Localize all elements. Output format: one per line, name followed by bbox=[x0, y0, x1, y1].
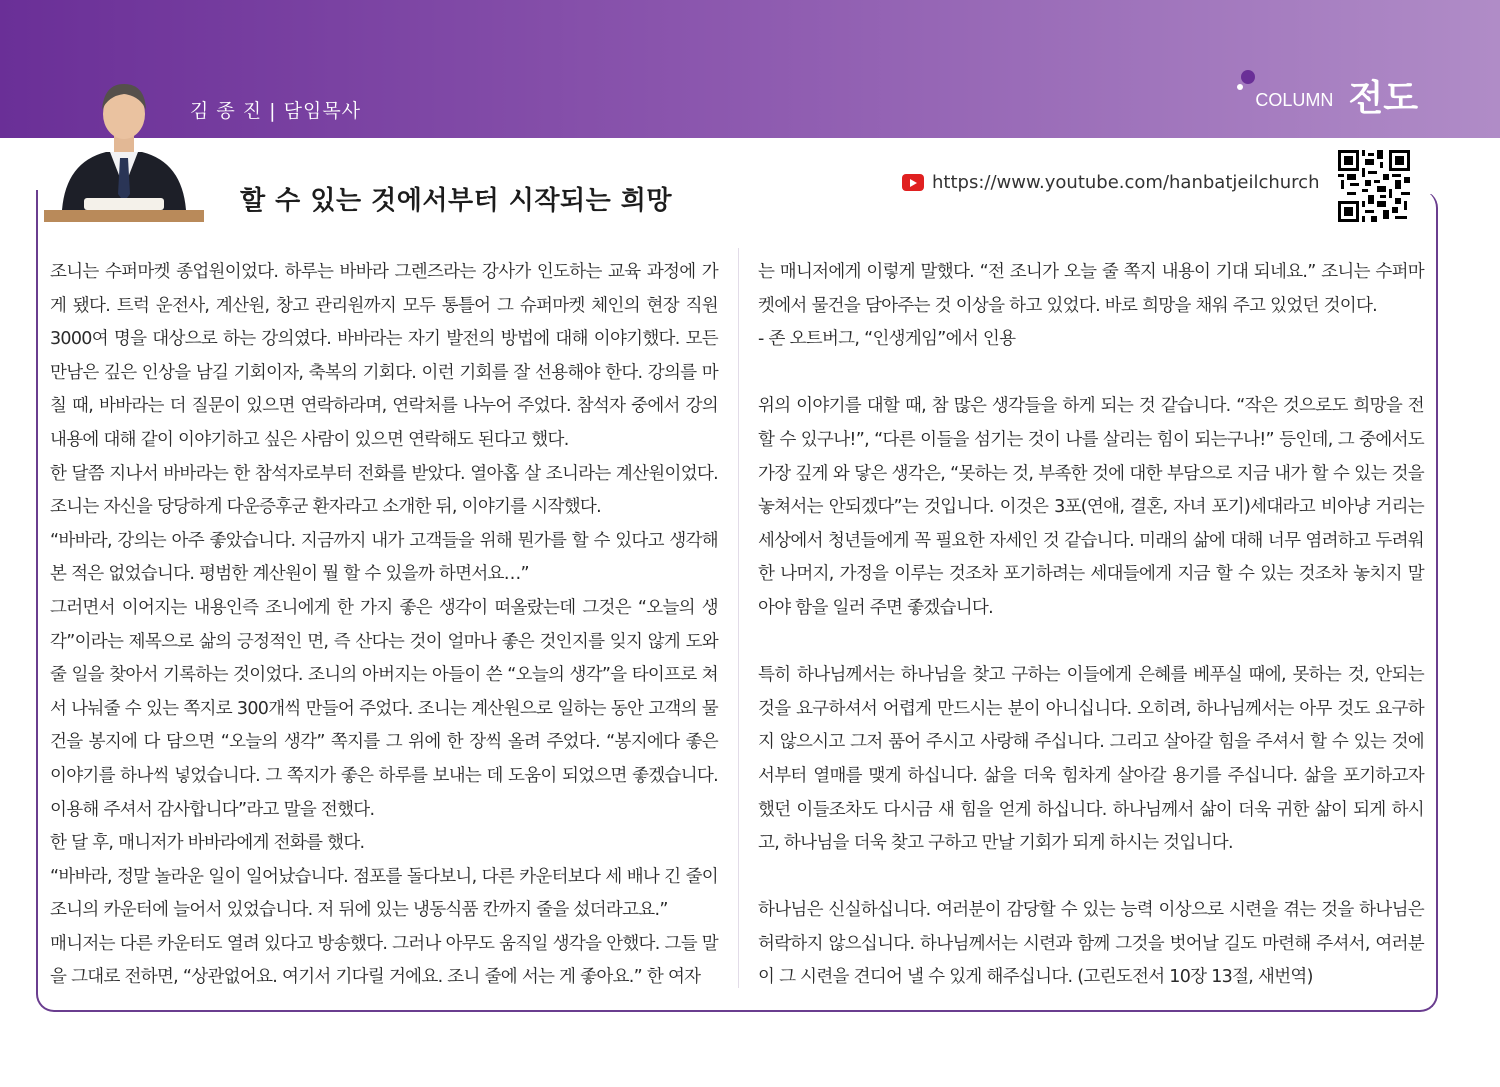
paragraph-gap bbox=[758, 626, 1424, 660]
youtube-url[interactable]: https://www.youtube.com/hanbatjeilchurch bbox=[932, 172, 1320, 193]
column-tag bbox=[1255, 70, 1418, 121]
paragraph: “바바라, 정말 놀라운 일이 일어났습니다. 점포를 돌다보니, 다른 카운터보다 세 배나 긴 줄이 조니의 카운터에 늘어서 있었습니다. 저 뒤에 있는 냉동식품 칸까지 줄을 섰더라고요.” bbox=[50, 866, 718, 921]
paragraph: 특히 하나님께서는 하나님을 찾고 구하는 이들에게 은혜를 베푸실 때에, 못하는 것, 안되는 것을 요구하셔서 어렵게 만드시는 분이 아니십니다. 오히려, 하나님께서는 아무 것도 요구하지 않으시고 그저 품어 주시고 사랑해 주십니다. 그리고 살아갈 힘을 주셔서 할 수 있는 것에서부터 열매를 맺게 하십니다. 삶을 더욱 힘차게 살아갈 용기를 주십니다. 삶을 포기하고자 했던 이들조차도 다시금 새 힘을 얻게 하십니다. 하나님께서 삶이 더욱 귀한 삶이 되게 하시고, 하나님을 더욱 찾고 구하고 만날 기회가 되게 하시는 것입니다. bbox=[758, 665, 1424, 854]
author-byline: 김 종 진 | 담임목사 bbox=[190, 100, 362, 122]
article-title: 할 수 있는 것에서부터 시작되는 희망 bbox=[240, 186, 672, 216]
column-title: 전도 bbox=[1348, 78, 1418, 119]
paragraph: “바바라, 강의는 아주 좋았습니다. 지금까지 내가 고객들을 위해 뭔가를 할 수 있다고 생각해 본 적은 없었습니다. 평범한 계산원이 뭘 할 수 있을까 하면서요…” bbox=[50, 530, 718, 585]
paragraph: 하나님은 신실하십니다. 여러분이 감당할 수 있는 능력 이상으로 시련을 겪는 것을 하나님은 허락하지 않으십니다. 하나님께서는 시련과 함께 그것을 벗어날 길도 마련해 주셔서, 여러분이 그 시련을 견디어 낼 수 있게 해주십니다. (고린도전서 10장 13절, 새번역) bbox=[758, 900, 1424, 988]
paragraph: 조니는 수퍼마켓 종업원이었다. 하루는 바바라 그렌즈라는 강사가 인도하는 교육 과정에 가게 됐다. 트럭 운전사, 계산원, 창고 관리원까지 모두 통틀어 그 슈퍼마켓 체인의 현장 직원 3000여 명을 대상으로 하는 강의였다. 바바라는 자기 발전의 방법에 대해 이야기했다. 모든 만남은 깊은 인상을 남길 기회이자, 축복의 기회다. 이런 기회를 잘 선용해야 한다. 강의를 마칠 때, 바바라는 더 질문이 있으면 연락하라며, 연락처를 나누어 주었다. 참석자 중에서 강의 내용에 대해 같이 이야기하고 싶은 사람이 있으면 연락해도 된다고 했다. bbox=[50, 262, 718, 450]
paragraph: 는 매니저에게 이렇게 말했다. “전 조니가 오늘 줄 쪽지 내용이 기대 되네요.” 조니는 수퍼마켓에서 물건을 담아주는 것 이상을 하고 있었다. 바로 희망을 채워 주고 있었던 것이다. bbox=[758, 262, 1424, 316]
paragraph: 한 달쯤 지나서 바바라는 한 참석자로부터 전화를 받았다. 열아홉 살 조니라는 계산원이었다. 조니는 자신을 당당하게 다운증후군 환자라고 소개한 뒤, 이야기를 시작했다. bbox=[50, 463, 718, 518]
citation: - 존 오트버그, “인생게임”에서 인용 bbox=[758, 329, 1016, 350]
column-label: COLUMN bbox=[1255, 90, 1334, 110]
left-column bbox=[50, 256, 718, 995]
paragraph: 한 달 후, 매니저가 바바라에게 전화를 했다. bbox=[50, 833, 365, 854]
youtube-icon bbox=[902, 174, 924, 191]
paragraph-gap bbox=[758, 861, 1424, 895]
paragraph-gap bbox=[758, 357, 1424, 391]
frame-gap bbox=[1420, 188, 1440, 194]
column-divider bbox=[738, 248, 739, 988]
right-column bbox=[758, 256, 1424, 995]
paragraph: 매니저는 다른 카운터도 열려 있다고 방송했다. 그러나 아무도 움직일 생각을 안했다. 그들 말을 그대로 전하면, “상관없어요. 여기서 기다릴 거에요. 조니 줄에 서는 게 좋아요.” 한 여자 bbox=[50, 933, 718, 988]
paragraph: 위의 이야기를 대할 때, 참 많은 생각들을 하게 되는 것 같습니다. “작은 것으로도 희망을 전할 수 있구나!”, “다른 이들을 섬기는 것이 나를 살리는 힘이 되는구나!” 등인데, 그 중에서도 가장 깊게 와 닿은 생각은, “못하는 것, 부족한 것에 대한 부담으로 지금 내가 할 수 있는 것을 놓쳐서는 안되겠다”는 것입니다. 이것은 3포(연애, 결혼, 자녀 포기)세대라고 비아냥 거리는 세상에서 청년들에게 꼭 필요한 자세인 것 같습니다. 미래의 삶에 대해 너무 염려하고 두려워한 나머지, 가정을 이루는 것조차 포기하려는 세대들에게 지금 할 수 있는 것조차 놓치지 말아야 함을 일러 주면 좋겠습니다. bbox=[758, 396, 1424, 618]
paragraph: 그러면서 이어지는 내용인즉 조니에게 한 가지 좋은 생각이 떠올랐는데 그것은 “오늘의 생각”이라는 제목으로 삶의 긍정적인 면, 즉 산다는 것이 얼마나 좋은 것인지를 잊지 않게 도와줄 일을 찾아서 기록하는 것이었다. 조니의 아버지는 아들이 쓴 “오늘의 생각”을 타이프로 쳐서 나눠줄 수 있는 쪽지로 300개씩 만들어 주었다. 조니는 계산원으로 일하는 동안 고객의 물건을 봉지에 다 담으면 “오늘의 생각” 쪽지를 그 위에 한 장씩 올려 주었다. “봉지에다 좋은 이야기를 하나씩 넣었습니다. 그 쪽지가 좋은 하루를 보내는 데 도움이 되었으면 좋겠습니다. 이용해 주셔서 감사합니다”라고 말을 전했다. bbox=[50, 597, 718, 820]
